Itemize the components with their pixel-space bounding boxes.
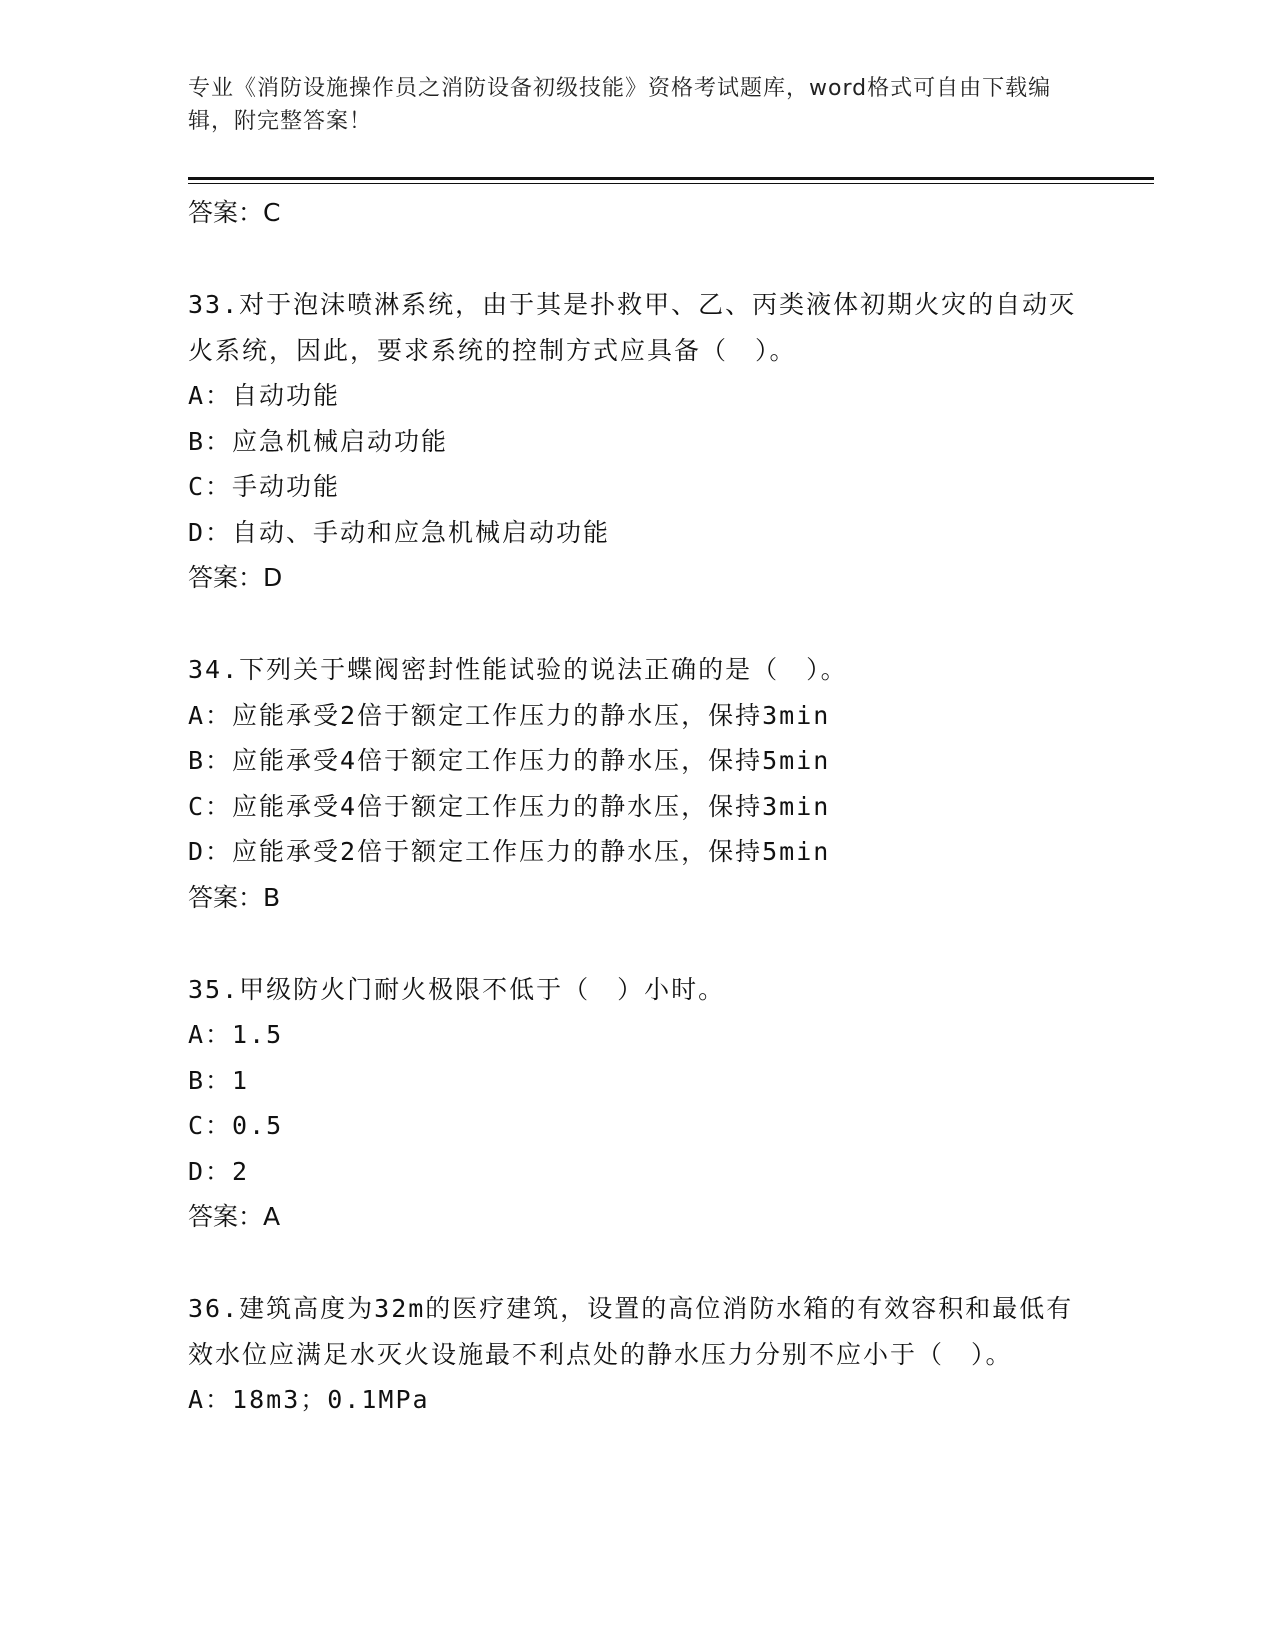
question-35	[188, 967, 1148, 1241]
option-b: B：应能承受4倍于额定工作压力的静水压，保持5min	[188, 746, 831, 775]
question-answer: 答案：A	[188, 1202, 281, 1231]
previous-answer: 答案：C	[188, 198, 281, 227]
question-stem: 33.对于泡沫喷淋系统，由于其是扑救甲、乙、丙类液体初期火灾的自动灭火系统，因此，要求系统的控制方式应具备（ ）。	[188, 290, 1077, 365]
header-rule-thin	[188, 183, 1154, 184]
header-rule-thick	[188, 177, 1154, 180]
option-b: B：应急机械启动功能	[188, 426, 449, 456]
question-stem: 34.下列关于蝶阀密封性能试验的说法正确的是（ ）。	[188, 655, 848, 684]
question-answer: 答案：D	[188, 563, 283, 592]
option-a: A：1.5	[188, 1020, 284, 1049]
option-a: A：应能承受2倍于额定工作压力的静水压，保持3min	[188, 700, 831, 730]
option-d: D：2	[188, 1156, 250, 1186]
option-a: A：自动功能	[188, 381, 341, 410]
question-stem: 35.甲级防火门耐火极限不低于（ ）小时。	[188, 974, 726, 1004]
question-34	[188, 647, 1148, 921]
option-d: D：应能承受2倍于额定工作压力的静水压，保持5min	[188, 837, 831, 866]
option-d: D：自动、手动和应急机械启动功能	[188, 517, 611, 547]
option-b: B：1	[188, 1065, 250, 1095]
option-c: C：0.5	[188, 1111, 284, 1140]
question-36	[188, 1286, 1148, 1423]
question-list	[188, 190, 1148, 1423]
question-33	[188, 282, 1148, 601]
option-a: A：18m3；0.1MPa	[188, 1385, 430, 1414]
question-stem: 36.建筑高度为32m的医疗建筑，设置的高位消防水箱的有效容积和最低有效水位应满足水灭火设施最不利点处的静水压力分别不应小于（ ）。	[188, 1294, 1074, 1369]
option-c: C：应能承受4倍于额定工作压力的静水压，保持3min	[188, 791, 831, 821]
question-answer: 答案：B	[188, 882, 281, 912]
document-header: 专业《消防设施操作员之消防设备初级技能》资格考试题库，word格式可自由下载编辑，附完整答案！	[188, 76, 1052, 134]
option-c: C：手动功能	[188, 472, 341, 501]
